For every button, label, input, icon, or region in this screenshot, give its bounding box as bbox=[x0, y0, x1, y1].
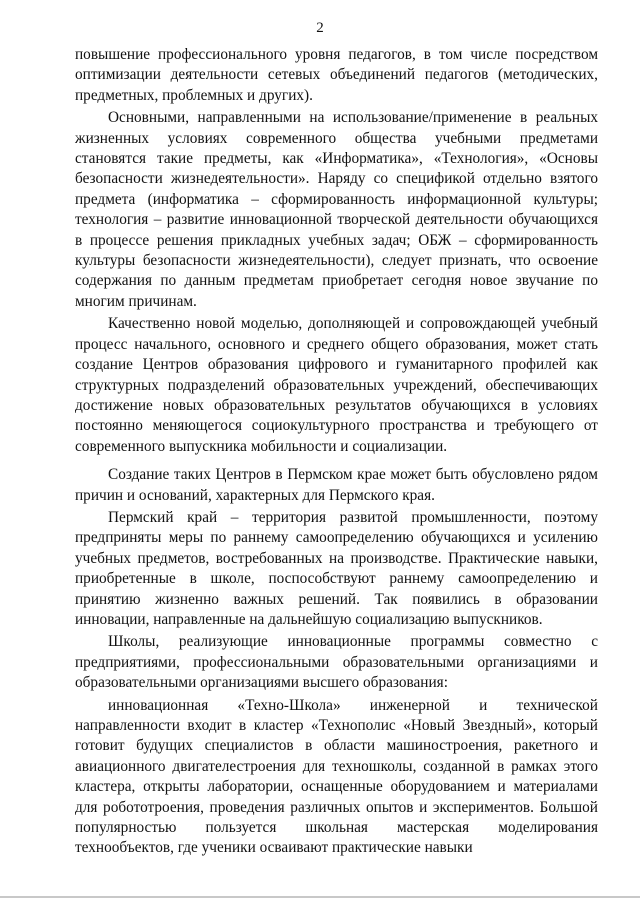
page-number: 2 bbox=[316, 20, 324, 36]
paragraph-perm-industry: Пермский край – территория развитой промышленности, поэтому предприняты меры по раннему самоопределению обучающихся и усилению учебных предметов, востребованных на производстве. Практические навыки, приобретенные в школе, поспособствуют раннему самоопределению и принятию жизненно важных решений. Так появились в образовании инновации, направленные на дальнейшую социализацию выпускников. bbox=[75, 508, 598, 628]
document-body bbox=[75, 45, 598, 861]
paragraph-core-subjects: Основными, направленными на использование/применение в реальных жизненных условиях современного общества учебными предметами становятся такие предметы, как «Информатика», «Технология», «Основы безопасности жизнедеятельности». Наряду со спецификой отдельно взятого предмета (информатика – сформированность информационной культуры; технология – развитие инновационной творческой деятельности обучающихся в процессе решения прикладных учебных задач; ОБЖ – сформированность культуры безопасности жизнедеятельности), следует признать, что освоение содержания по данным предметам приобретает сегодня новое звучание по многим причинам. bbox=[75, 109, 598, 310]
paragraph-techno-school: инновационная «Техно-Школа» инженерной и технической направленности входит в кластер «Технополис «Новый Звездный», который готовит будущих специалистов в области машиностроения, ракетного и авиационного двигателестроения для техношколы, созданной в рамках этого кластера, открыты лаборатории, оснащенные оборудованием и материалами для робототроения, проведения различных опытов и экспериментов. Большой популярностью пользуется школьная мастерская моделирования технообъектов, где ученики осваивают практические навыки bbox=[75, 696, 598, 857]
page-bottom-edge bbox=[0, 896, 640, 898]
paragraph-perm-reasons: Создание таких Центров в Пермском крае может быть обусловлено рядом причин и оснований, характерных для Пермского края. bbox=[75, 466, 598, 504]
paragraph-centers-model: Качественно новой моделью, дополняющей и сопровождающей учебный процесс начального, основного и среднего общего образования, может стать создание Центров образования цифрового и гуманитарного профилей как структурных подразделений образовательных учреждений, обеспечивающих достижение новых образовательных результатов обучающихся в условиях постоянно меняющегося социокультурного пространства и требующего от современного выпускника мобильности и социализации. bbox=[75, 315, 598, 455]
paragraph-schools-programs: Школы, реализующие инновационные программы совместно с предприятиями, профессиональными образовательными организациями и образовательными организациями высшего образования: bbox=[75, 633, 598, 692]
paragraph-continued-intro: повышение профессионального уровня педагогов, в том числе посредством оптимизации деятельности сетевых объединений педагогов (методических, предметных, проблемных и других). bbox=[75, 46, 598, 104]
